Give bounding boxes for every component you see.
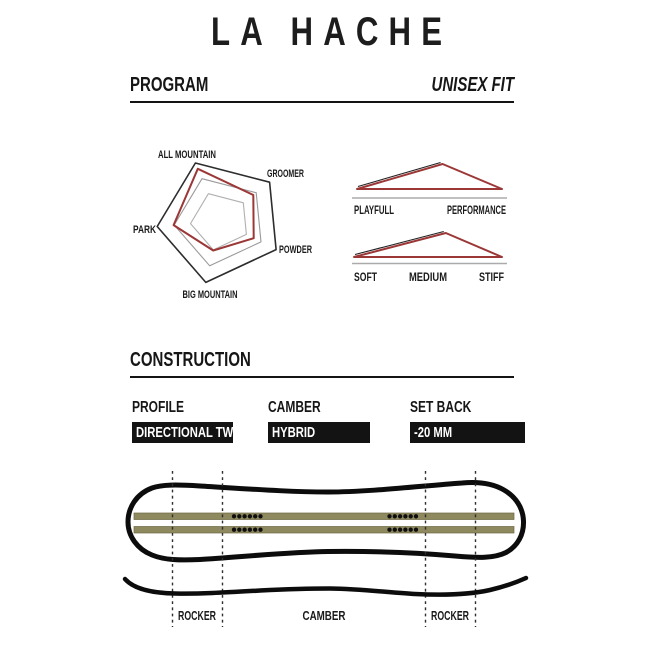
insert-dot	[242, 528, 246, 532]
insert-dot	[258, 528, 262, 532]
spec-profile-value-box	[132, 422, 245, 443]
program-section-header	[130, 74, 514, 103]
insert-dot	[414, 528, 418, 532]
insert-dot	[393, 514, 397, 518]
program-triangle-gauges	[345, 155, 510, 285]
insert-dot	[253, 528, 257, 532]
gauge-label-medium: MEDIUM	[409, 270, 447, 284]
spec-setback-value: -20 MM	[414, 423, 453, 441]
spec-camber-label: CAMBER	[268, 399, 321, 416]
unisex-fit-label: UNISEX FIT	[431, 74, 514, 96]
insert-dot	[232, 514, 236, 518]
insert-dot	[398, 514, 402, 518]
radar-label-groomer: GROOMER	[267, 168, 305, 180]
insert-dot	[403, 528, 407, 532]
board-stripe-bottom	[134, 527, 514, 534]
radar-grid-and-data	[157, 163, 276, 282]
gauge-label-playfull: PLAYFULL	[354, 203, 394, 217]
spec-profile	[132, 399, 245, 443]
gauge-label-soft: SOFT	[354, 270, 378, 284]
spec-setback	[410, 399, 525, 443]
spec-setback-value-box	[410, 422, 525, 443]
construction-section-header	[130, 349, 514, 378]
page-title-text: LA HACHE	[210, 10, 453, 54]
insert-dot	[403, 514, 407, 518]
board-construction-diagram	[90, 468, 560, 632]
construction-heading: CONSTRUCTION	[130, 349, 251, 371]
insert-dot	[253, 514, 257, 518]
insert-dot	[409, 514, 413, 518]
gauge-left-edge-shadow-0	[358, 163, 441, 187]
insert-dot	[248, 514, 252, 518]
page-title	[0, 12, 650, 52]
radar-label-powder: POWDER	[279, 244, 313, 256]
zone-label-camber: CAMBER	[302, 608, 346, 623]
insert-dot	[387, 528, 391, 532]
insert-dot	[393, 528, 397, 532]
spec-setback-label: SET BACK	[410, 399, 472, 416]
insert-dot	[398, 528, 402, 532]
insert-dot	[237, 528, 241, 532]
program-radar-chart	[115, 145, 320, 305]
spec-camber-value: HYBRID	[272, 423, 316, 441]
insert-dot	[414, 514, 418, 518]
gauge-triangle-1	[354, 233, 502, 257]
board-stripe-top	[134, 513, 514, 520]
spec-camber-value-box	[268, 422, 370, 443]
spec-profile-value: DIRECTIONAL TWIN	[136, 423, 245, 441]
insert-dot	[242, 514, 246, 518]
insert-dot	[232, 528, 236, 532]
radar-label-park: PARK	[133, 224, 157, 236]
zone-label-rocker-right: ROCKER	[431, 608, 470, 623]
insert-dot	[387, 514, 391, 518]
spec-profile-label: PROFILE	[132, 399, 185, 416]
camber-profile-curve	[125, 578, 526, 595]
zone-label-rocker-left: ROCKER	[178, 608, 217, 623]
program-heading: PROGRAM	[130, 74, 209, 96]
insert-dot	[258, 514, 262, 518]
gauge-left-edge-shadow-1	[355, 232, 444, 255]
gauge-label-performance: PERFORMANCE	[447, 203, 506, 217]
board-outline	[128, 482, 524, 559]
insert-dot	[237, 514, 241, 518]
radar-label-big-mountain: BIG MOUNTAIN	[182, 289, 238, 301]
gauge-triangle-0	[357, 164, 502, 189]
spec-camber	[268, 399, 370, 443]
insert-dot	[409, 528, 413, 532]
gauge-label-stiff: STIFF	[479, 270, 504, 284]
insert-dot	[248, 528, 252, 532]
radar-label-all-mountain: ALL MOUNTAIN	[158, 149, 217, 161]
